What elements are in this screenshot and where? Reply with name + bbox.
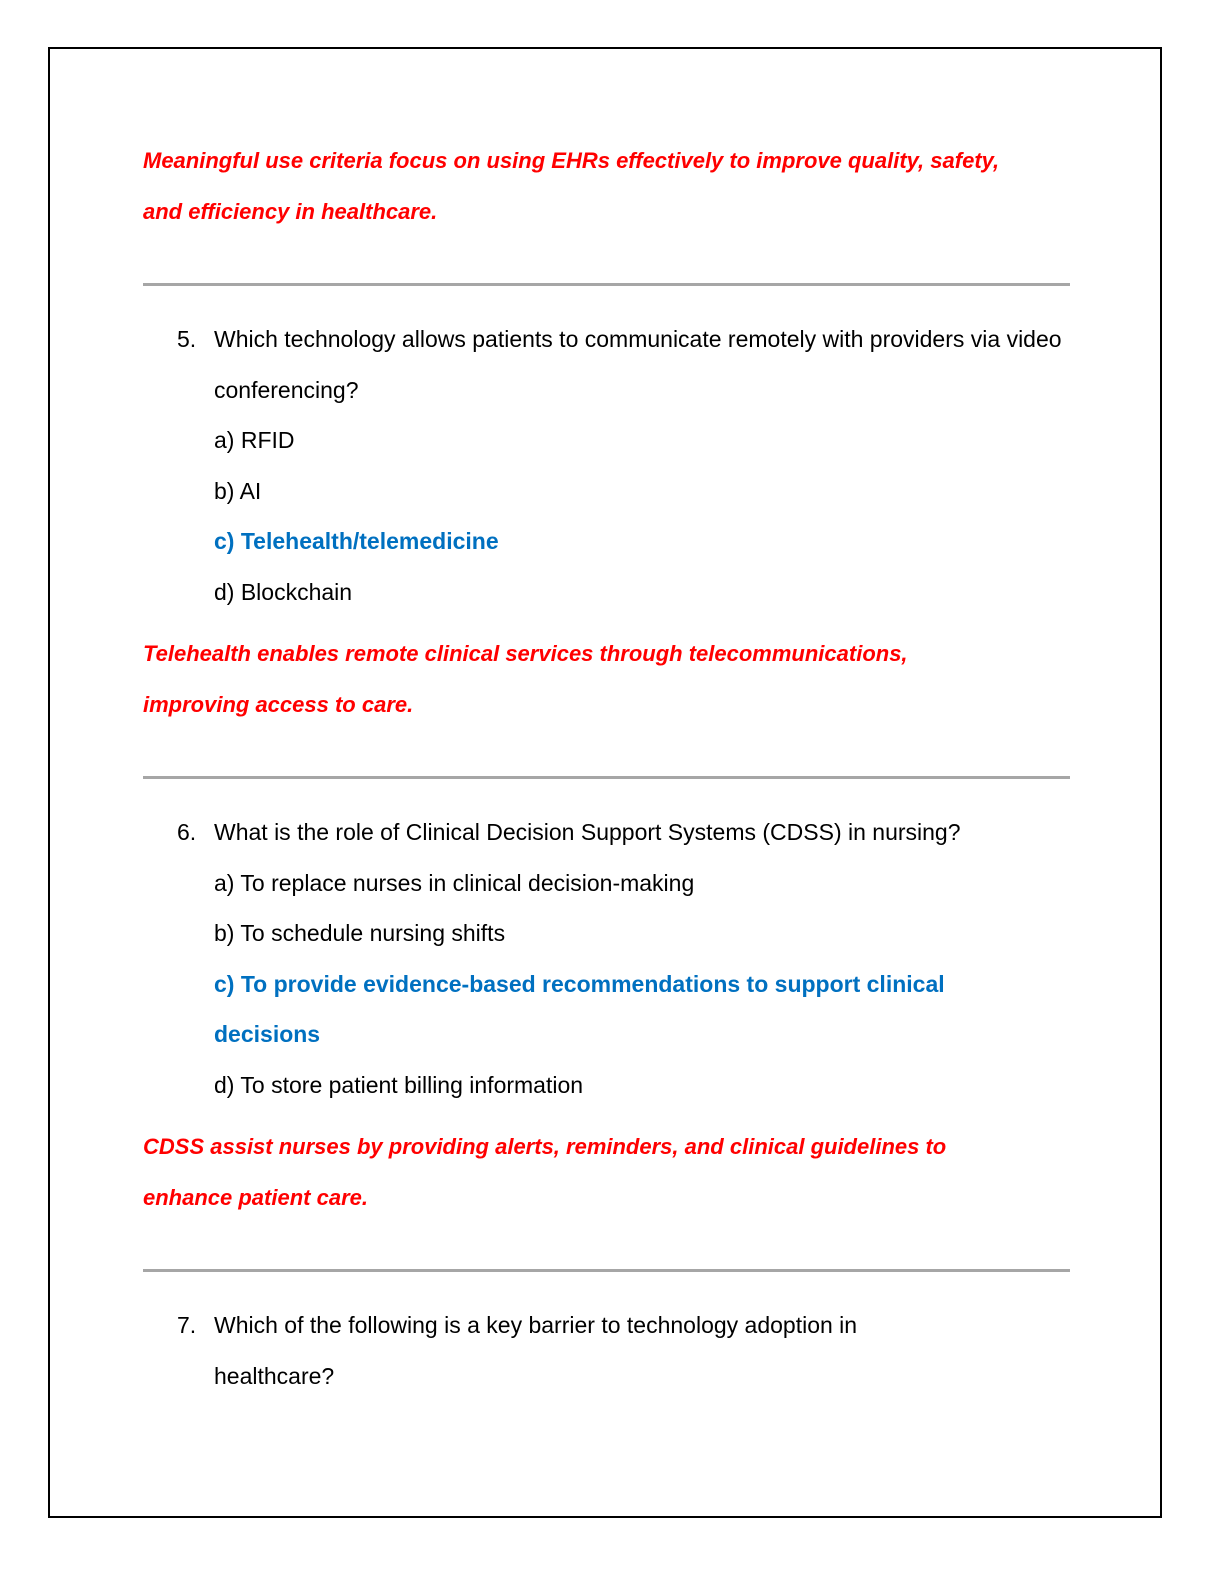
question-7: [143, 1300, 1073, 1401]
answer-option-d: d) Blockchain: [214, 578, 353, 605]
question-body: [214, 807, 1073, 1110]
question-body: [214, 314, 1073, 617]
answer-option-c-correct: c) To provide evidence-based recommendations to support clinical decisions: [214, 970, 945, 1047]
answer-option-c-correct: c) Telehealth/telemedicine: [214, 528, 499, 554]
question-5-rationale: Telehealth enables remote clinical services through telecommunications, improving access to care.: [143, 641, 908, 717]
intro-rationale: Meaningful use criteria focus on using EHRs effectively to improve quality, safety, and efficiency in healthcare.: [143, 148, 1000, 224]
answer-option-d: d) To store patient billing information: [214, 1071, 584, 1098]
question-body: [214, 1300, 1073, 1401]
question-6-rationale: CDSS assist nurses by providing alerts, reminders, and clinical guidelines to enhance patient care.: [143, 1134, 947, 1210]
question-stem: Which technology allows patients to communicate remotely with providers via video conferencing?: [214, 326, 1062, 403]
answer-option-b: b) AI: [214, 477, 262, 504]
question-6: [143, 807, 1073, 1110]
question-stem: Which of the following is a key barrier to technology adoption in healthcare?: [214, 1312, 858, 1389]
question-number: 5.: [177, 326, 197, 352]
question-stem: What is the role of Clinical Decision Support Systems (CDSS) in nursing?: [214, 819, 961, 845]
page-content: [143, 136, 1073, 1401]
answer-option-a: a) To replace nurses in clinical decision-making: [214, 869, 695, 896]
answer-option-b: b) To schedule nursing shifts: [214, 920, 506, 946]
question-5: [143, 314, 1073, 617]
question-number: 7.: [177, 1312, 197, 1338]
answer-option-a: a) RFID: [214, 427, 295, 453]
question-number: 6.: [177, 819, 197, 845]
